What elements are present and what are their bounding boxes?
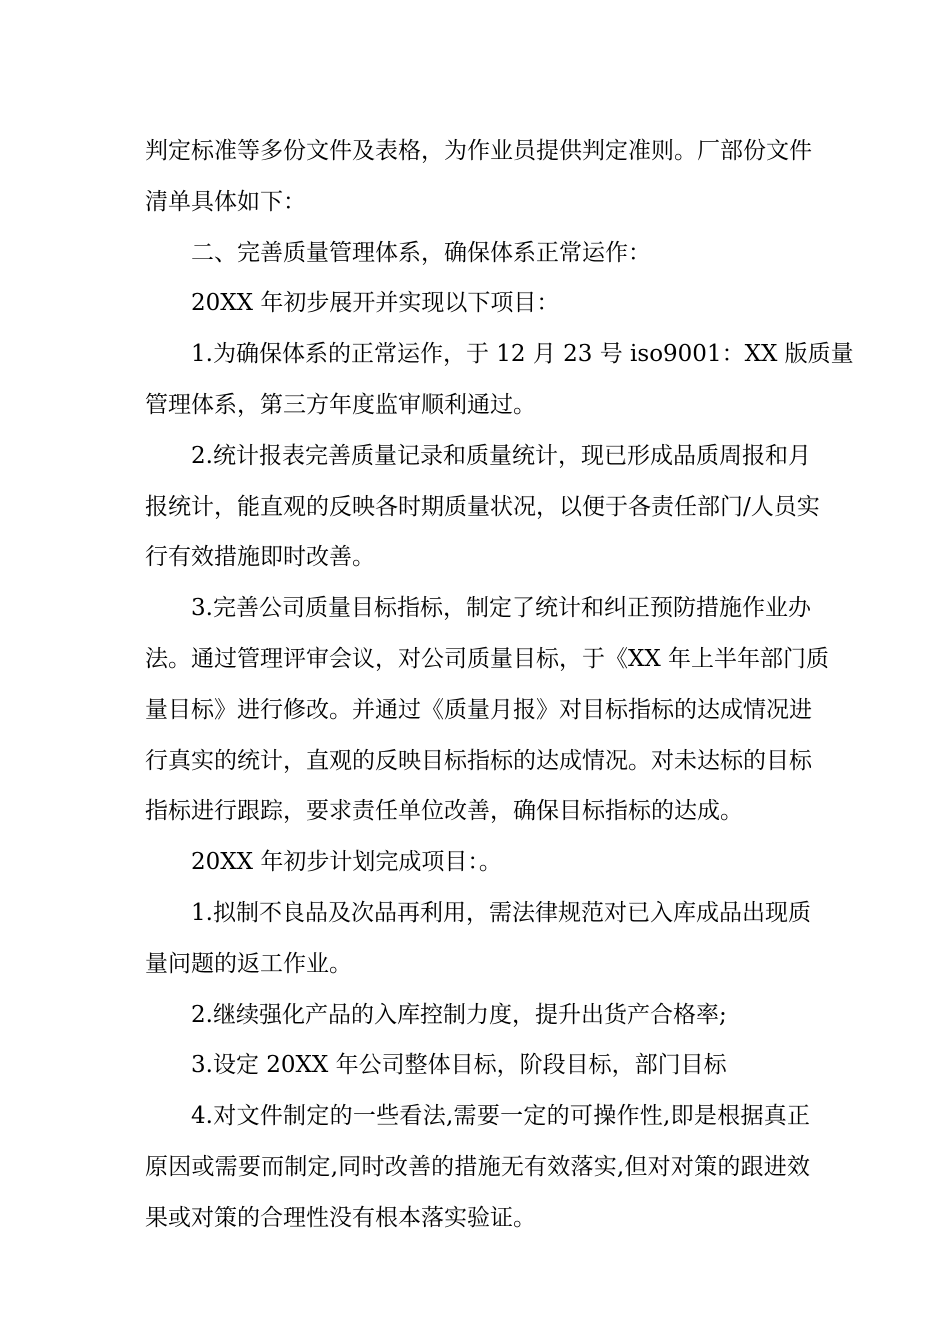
text-line: 管理体系，第三方年度监审顺利通过。 <box>145 391 536 418</box>
text-line: 清单具体如下： <box>145 188 306 215</box>
text-line: 指标进行跟踪，要求责任单位改善，确保目标指标的达成。 <box>145 798 743 825</box>
text-line: 法。通过管理评审会议，对公司质量目标，于《XX 年上半年部门质 <box>145 645 830 672</box>
text-line: 原因或需要而制定,同时改善的措施无有效落实,但对对策的跟进效 <box>145 1153 810 1180</box>
document-body <box>145 126 854 1244</box>
list-item-line: 2.继续强化产品的入库控制力度，提升出货产合格率; <box>191 1001 727 1028</box>
text-line: 量问题的返工作业。 <box>145 950 352 977</box>
text-line: 报统计，能直观的反映各时期质量状况，以便于各责任部门/人员实 <box>145 493 820 520</box>
list-item-line: 3.完善公司质量目标指标，制定了统计和纠正预防措施作业办 <box>191 595 811 622</box>
text-line: 20XX 年初步计划完成项目：。 <box>191 849 502 876</box>
list-item-line: 2.统计报表完善质量记录和质量统计，现已形成品质周报和月 <box>191 442 811 469</box>
text-line: 量目标》进行修改。并通过《质量月报》对目标指标的达成情况进 <box>145 696 812 723</box>
text-line: 果或对策的合理性没有根本落实验证。 <box>145 1204 536 1231</box>
text-line: 判定标准等多份文件及表格，为作业员提供判定准则。厂部份文件 <box>145 138 812 164</box>
text-line: 20XX 年初步展开并实现以下项目： <box>191 290 560 317</box>
text-line: 行有效措施即时改善。 <box>145 544 375 571</box>
list-item-line: 4.对文件制定的一些看法,需要一定的可操作性,即是根据真正 <box>191 1103 810 1130</box>
text-line: 行真实的统计，直观的反映目标指标的达成情况。对未达标的目标 <box>145 747 812 774</box>
list-item-line: 3.设定 20XX 年公司整体目标，阶段目标，部门目标 <box>191 1052 727 1079</box>
section-heading: 二、完善质量管理体系，确保体系正常运作： <box>191 239 651 266</box>
list-item-line: 1.拟制不良品及次品再利用，需法律规范对已入库成品出现质 <box>191 899 811 926</box>
list-item-line: 1.为确保体系的正常运作，于 12 月 23 号 iso9001：XX 版质量 <box>191 341 854 368</box>
